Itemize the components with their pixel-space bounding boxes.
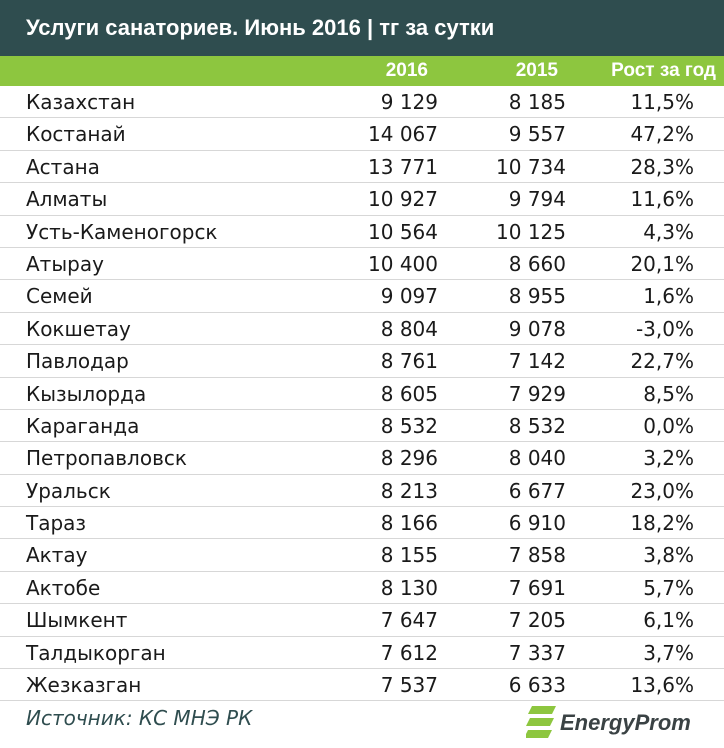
value-2015-cell: 9 078 xyxy=(508,316,566,341)
value-2015-cell: 7 205 xyxy=(508,608,566,633)
value-2016-cell: 7 612 xyxy=(380,640,438,665)
value-2015-cell: 9 794 xyxy=(508,187,566,212)
value-2016-cell: 8 130 xyxy=(380,575,438,600)
table-row xyxy=(0,637,724,669)
value-2016-cell: 8 155 xyxy=(380,543,438,568)
table-row xyxy=(0,507,724,539)
table-row xyxy=(0,410,724,442)
value-2015-cell: 10 734 xyxy=(496,154,566,179)
growth-cell: 5,7% xyxy=(643,575,694,600)
value-2015-cell: 8 660 xyxy=(508,251,566,276)
value-2015-cell: 7 929 xyxy=(508,381,566,406)
growth-cell: 28,3% xyxy=(630,154,694,179)
value-2015-cell: 8 185 xyxy=(508,90,566,114)
region-name-cell: Казахстан xyxy=(26,90,136,114)
table-row xyxy=(0,151,724,183)
growth-cell: 23,0% xyxy=(630,478,694,503)
value-2015-cell: 9 557 xyxy=(508,122,566,147)
region-name-cell: Шымкент xyxy=(26,608,128,633)
logo-text: EnergyProm xyxy=(560,710,691,735)
growth-cell: 1,6% xyxy=(643,284,694,309)
value-2015-cell: 7 691 xyxy=(508,575,566,600)
region-name-cell: Кызылорда xyxy=(26,381,147,406)
region-name-cell: Актау xyxy=(26,543,88,568)
table-row xyxy=(0,539,724,571)
table-row xyxy=(0,378,724,410)
region-name-cell: Актобе xyxy=(26,575,101,600)
region-name-cell: Уральск xyxy=(26,478,111,503)
value-2016-cell: 10 400 xyxy=(368,251,438,276)
region-name-cell: Костанай xyxy=(26,122,126,147)
energyprom-logo xyxy=(526,702,706,744)
growth-cell: 47,2% xyxy=(630,122,694,147)
value-2016-cell: 10 927 xyxy=(368,187,438,212)
value-2015-cell: 10 125 xyxy=(496,219,566,244)
growth-cell: 4,3% xyxy=(643,219,694,244)
table-row xyxy=(0,118,724,150)
table-body xyxy=(0,86,724,701)
value-2016-cell: 9 097 xyxy=(380,284,438,309)
footer xyxy=(0,700,724,748)
table-row xyxy=(0,313,724,345)
value-2016-cell: 8 166 xyxy=(380,511,438,536)
table-title: Услуги санаториев. Июнь 2016 | тг за сутки xyxy=(0,0,724,56)
growth-cell: 8,5% xyxy=(643,381,694,406)
value-2016-cell: 7 537 xyxy=(380,673,438,698)
growth-cell: 22,7% xyxy=(630,349,694,374)
value-2015-cell: 6 633 xyxy=(508,673,566,698)
growth-cell: 3,7% xyxy=(643,640,694,665)
value-2016-cell: 14 067 xyxy=(368,122,438,147)
table-row xyxy=(0,216,724,248)
value-2015-cell: 6 677 xyxy=(508,478,566,503)
region-name-cell: Алматы xyxy=(26,187,108,212)
table-row xyxy=(0,183,724,215)
growth-cell: 11,6% xyxy=(630,187,694,212)
value-2016-cell: 13 771 xyxy=(368,154,438,179)
value-2016-cell: 8 532 xyxy=(380,413,438,438)
table-row xyxy=(0,280,724,312)
table-row xyxy=(0,669,724,701)
growth-cell: 11,5% xyxy=(630,90,694,114)
region-name-cell: Тараз xyxy=(26,511,87,536)
growth-cell: 20,1% xyxy=(630,251,694,276)
energyprom-logo-icon xyxy=(526,702,558,744)
region-name-cell: Усть-Каменогорск xyxy=(26,219,218,244)
region-name-cell: Атырау xyxy=(26,251,104,276)
table-row xyxy=(0,345,724,377)
value-2015-cell: 8 040 xyxy=(508,446,566,471)
value-2016-cell: 7 647 xyxy=(380,608,438,633)
value-2016-cell: 8 296 xyxy=(380,446,438,471)
table-row xyxy=(0,572,724,604)
value-2015-cell: 6 910 xyxy=(508,511,566,536)
column-header-2015: 2015 xyxy=(515,60,558,81)
growth-cell: 3,2% xyxy=(643,446,694,471)
growth-cell: 18,2% xyxy=(630,511,694,536)
growth-cell: 13,6% xyxy=(630,673,694,698)
region-name-cell: Павлодар xyxy=(26,349,129,374)
region-name-cell: Астана xyxy=(26,154,100,179)
value-2016-cell: 8 761 xyxy=(380,349,438,374)
column-header-growth: Рост за год xyxy=(611,60,716,81)
growth-cell: 6,1% xyxy=(643,608,694,633)
table-row xyxy=(0,604,724,636)
value-2016-cell: 8 213 xyxy=(380,478,438,503)
value-2015-cell: 7 337 xyxy=(508,640,566,665)
column-header-2016: 2016 xyxy=(385,60,428,81)
growth-cell: 3,8% xyxy=(643,543,694,568)
growth-cell: 0,0% xyxy=(643,413,694,438)
region-name-cell: Караганда xyxy=(26,413,140,438)
table-row xyxy=(0,248,724,280)
region-name-cell: Жезказган xyxy=(26,673,142,698)
table-row xyxy=(0,442,724,474)
table-row xyxy=(0,86,724,118)
value-2015-cell: 8 955 xyxy=(508,284,566,309)
growth-cell: -3,0% xyxy=(635,316,694,341)
region-name-cell: Талдыкорган xyxy=(26,640,166,665)
region-name-cell: Семей xyxy=(26,284,93,309)
value-2016-cell: 8 804 xyxy=(380,316,438,341)
column-header-row xyxy=(0,56,724,86)
value-2015-cell: 7 858 xyxy=(508,543,566,568)
value-2016-cell: 8 605 xyxy=(380,381,438,406)
source-note: Источник: КС МНЭ РК xyxy=(26,706,253,730)
table-row xyxy=(0,475,724,507)
value-2016-cell: 9 129 xyxy=(380,90,438,114)
value-2016-cell: 10 564 xyxy=(368,219,438,244)
region-name-cell: Кокшетау xyxy=(26,316,131,341)
value-2015-cell: 8 532 xyxy=(508,413,566,438)
value-2015-cell: 7 142 xyxy=(508,349,566,374)
region-name-cell: Петропавловск xyxy=(26,446,187,471)
